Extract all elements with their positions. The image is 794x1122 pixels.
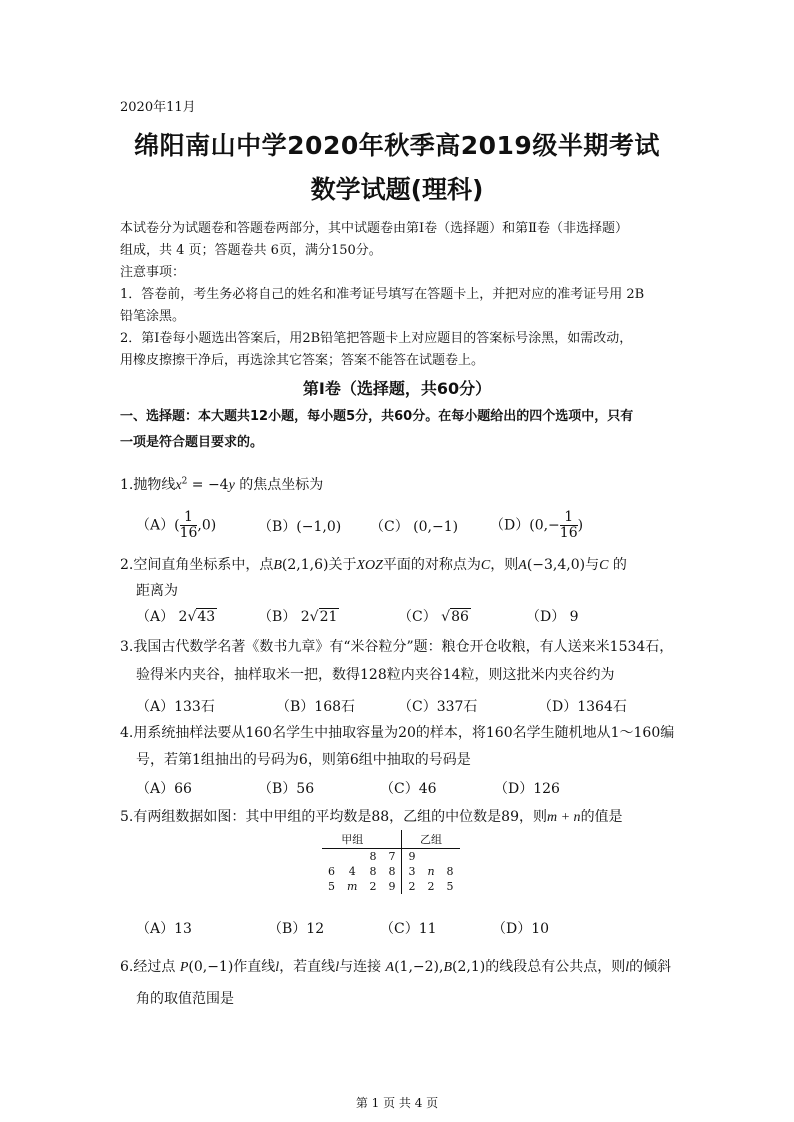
q5-option-b: （B）12 (268, 921, 325, 937)
note-2-line-2: 用橡皮擦擦干净后，再选涂其它答案；答案不能答在试题卷上。 (120, 353, 485, 368)
question-3-line-2: 验得米内夹谷，抽样取米一把，数得128粒内夹谷14粒，则这批米内夹谷约为 (136, 667, 615, 683)
q2-option-b: （B） 2√21 (258, 609, 338, 625)
page-footer: 第 1 页 共 4 页 (355, 1096, 439, 1110)
q3-option-c: （C）337石 (398, 699, 478, 715)
notes-title: 注意事项： (120, 265, 186, 280)
q1-option-b: （B）(−1,0) (258, 519, 342, 535)
note-1-line-1: 1．答卷前，考生务必将自己的姓名和准考证号填写在答题卡上，并把对应的准考证号用 2B (120, 287, 645, 302)
note-1-line-2: 铅笔涂黑。 (120, 309, 186, 324)
q1-option-d: （D）(0,− $\frac{1}{16}$ ) (490, 509, 584, 541)
q5-option-c: （C）11 (380, 921, 437, 937)
q3-option-d: （D）1364石 (538, 699, 627, 715)
exam-date: 2020年11月 (120, 100, 196, 115)
intro-line-1: 本试卷分为试题卷和答题卷两部分，其中试题卷由第Ⅰ卷（选择题）和第Ⅱ卷（非选择题） (120, 221, 628, 236)
table-header-row (322, 830, 460, 849)
stem-leaf-table (322, 830, 460, 894)
header-group-a: 甲组 (341, 833, 364, 846)
q4-option-a: （A）66 (136, 781, 192, 797)
q2-option-a: （A） 2√43 (136, 609, 216, 625)
exam-title: 绵阳南山中学2020年秋季高2019级半期考试 (134, 131, 660, 160)
q4-option-d: （D）126 (494, 781, 560, 797)
question-6-line-2: 角的取值范围是 (136, 991, 234, 1007)
question-1: 1.抛物线$x^2 = -4y$ 的焦点坐标为 (120, 476, 324, 493)
header-group-b: 乙组 (419, 833, 442, 846)
q3-option-a: （A）133石 (136, 699, 215, 715)
table-row: 6 4 8 8 3 n 8 (328, 865, 454, 878)
section-instructions-1: 一、选择题：本大题共12小题，每小题5分，共60分。在每小题给出的四个选项中，只有 (120, 409, 634, 424)
table-row: 8 7 9 (369, 850, 416, 863)
question-2-line-2: 距离为 (136, 583, 178, 599)
q1-option-a: （A）( $\frac{1}{16}$ ,0) (136, 509, 217, 541)
question-6-line-1: 6.经过点 P(0,−1)作直线l，若直线l与连接 A(1,−2),B(2,1)的线段总有公共点，则l的倾斜 (120, 959, 672, 975)
question-4-line-1: 4.用系统抽样法要从160名学生中抽取容量为20的样本，将160名学生随机地从1～160编 (120, 725, 675, 741)
q1-option-c: （C） (0,−1) (370, 519, 459, 535)
q4-option-c: （C）46 (380, 781, 437, 797)
question-5: 5.有两组数据如图：其中甲组的平均数是88，乙组的中位数是89，则m + n的值是 (120, 809, 623, 825)
question-4-line-2: 号，若第1组抽出的号码为6，则第6组中抽取的号码是 (136, 752, 471, 768)
q5-option-a: （A）13 (136, 921, 192, 937)
note-2-line-1: 2．第Ⅰ卷每小题选出答案后，用2B铅笔把答题卡上对应题目的答案标号涂黑，如需改动， (120, 331, 633, 346)
q2-option-c: （C） √86 (398, 609, 469, 625)
q3-option-b: （B）168石 (276, 699, 356, 715)
question-2-line-1: 2.空间直角坐标系中，点B(2,1,6)关于XOZ平面的对称点为C，则A(−3,4,0)与C 的 (120, 557, 627, 573)
table-row: 5 m 2 9 2 2 5 (328, 880, 454, 893)
q2-option-d: （D） 9 (526, 609, 579, 625)
section-title: 第Ⅰ卷（选择题，共60分） (302, 379, 492, 398)
q4-option-b: （B）56 (258, 781, 315, 797)
exam-subtitle: 数学试题(理科) (310, 175, 484, 204)
q5-option-d: （D）10 (492, 921, 550, 937)
question-3-line-1: 3.我国古代数学名著《数书九章》有“米谷粒分”题：粮仓开仓收粮，有人送来米1534石， (120, 639, 674, 655)
intro-line-2: 组成，共 4 页；答题卷共 6页，满分150分。 (120, 243, 382, 258)
section-instructions-2: 一项是符合题目要求的。 (120, 435, 264, 450)
